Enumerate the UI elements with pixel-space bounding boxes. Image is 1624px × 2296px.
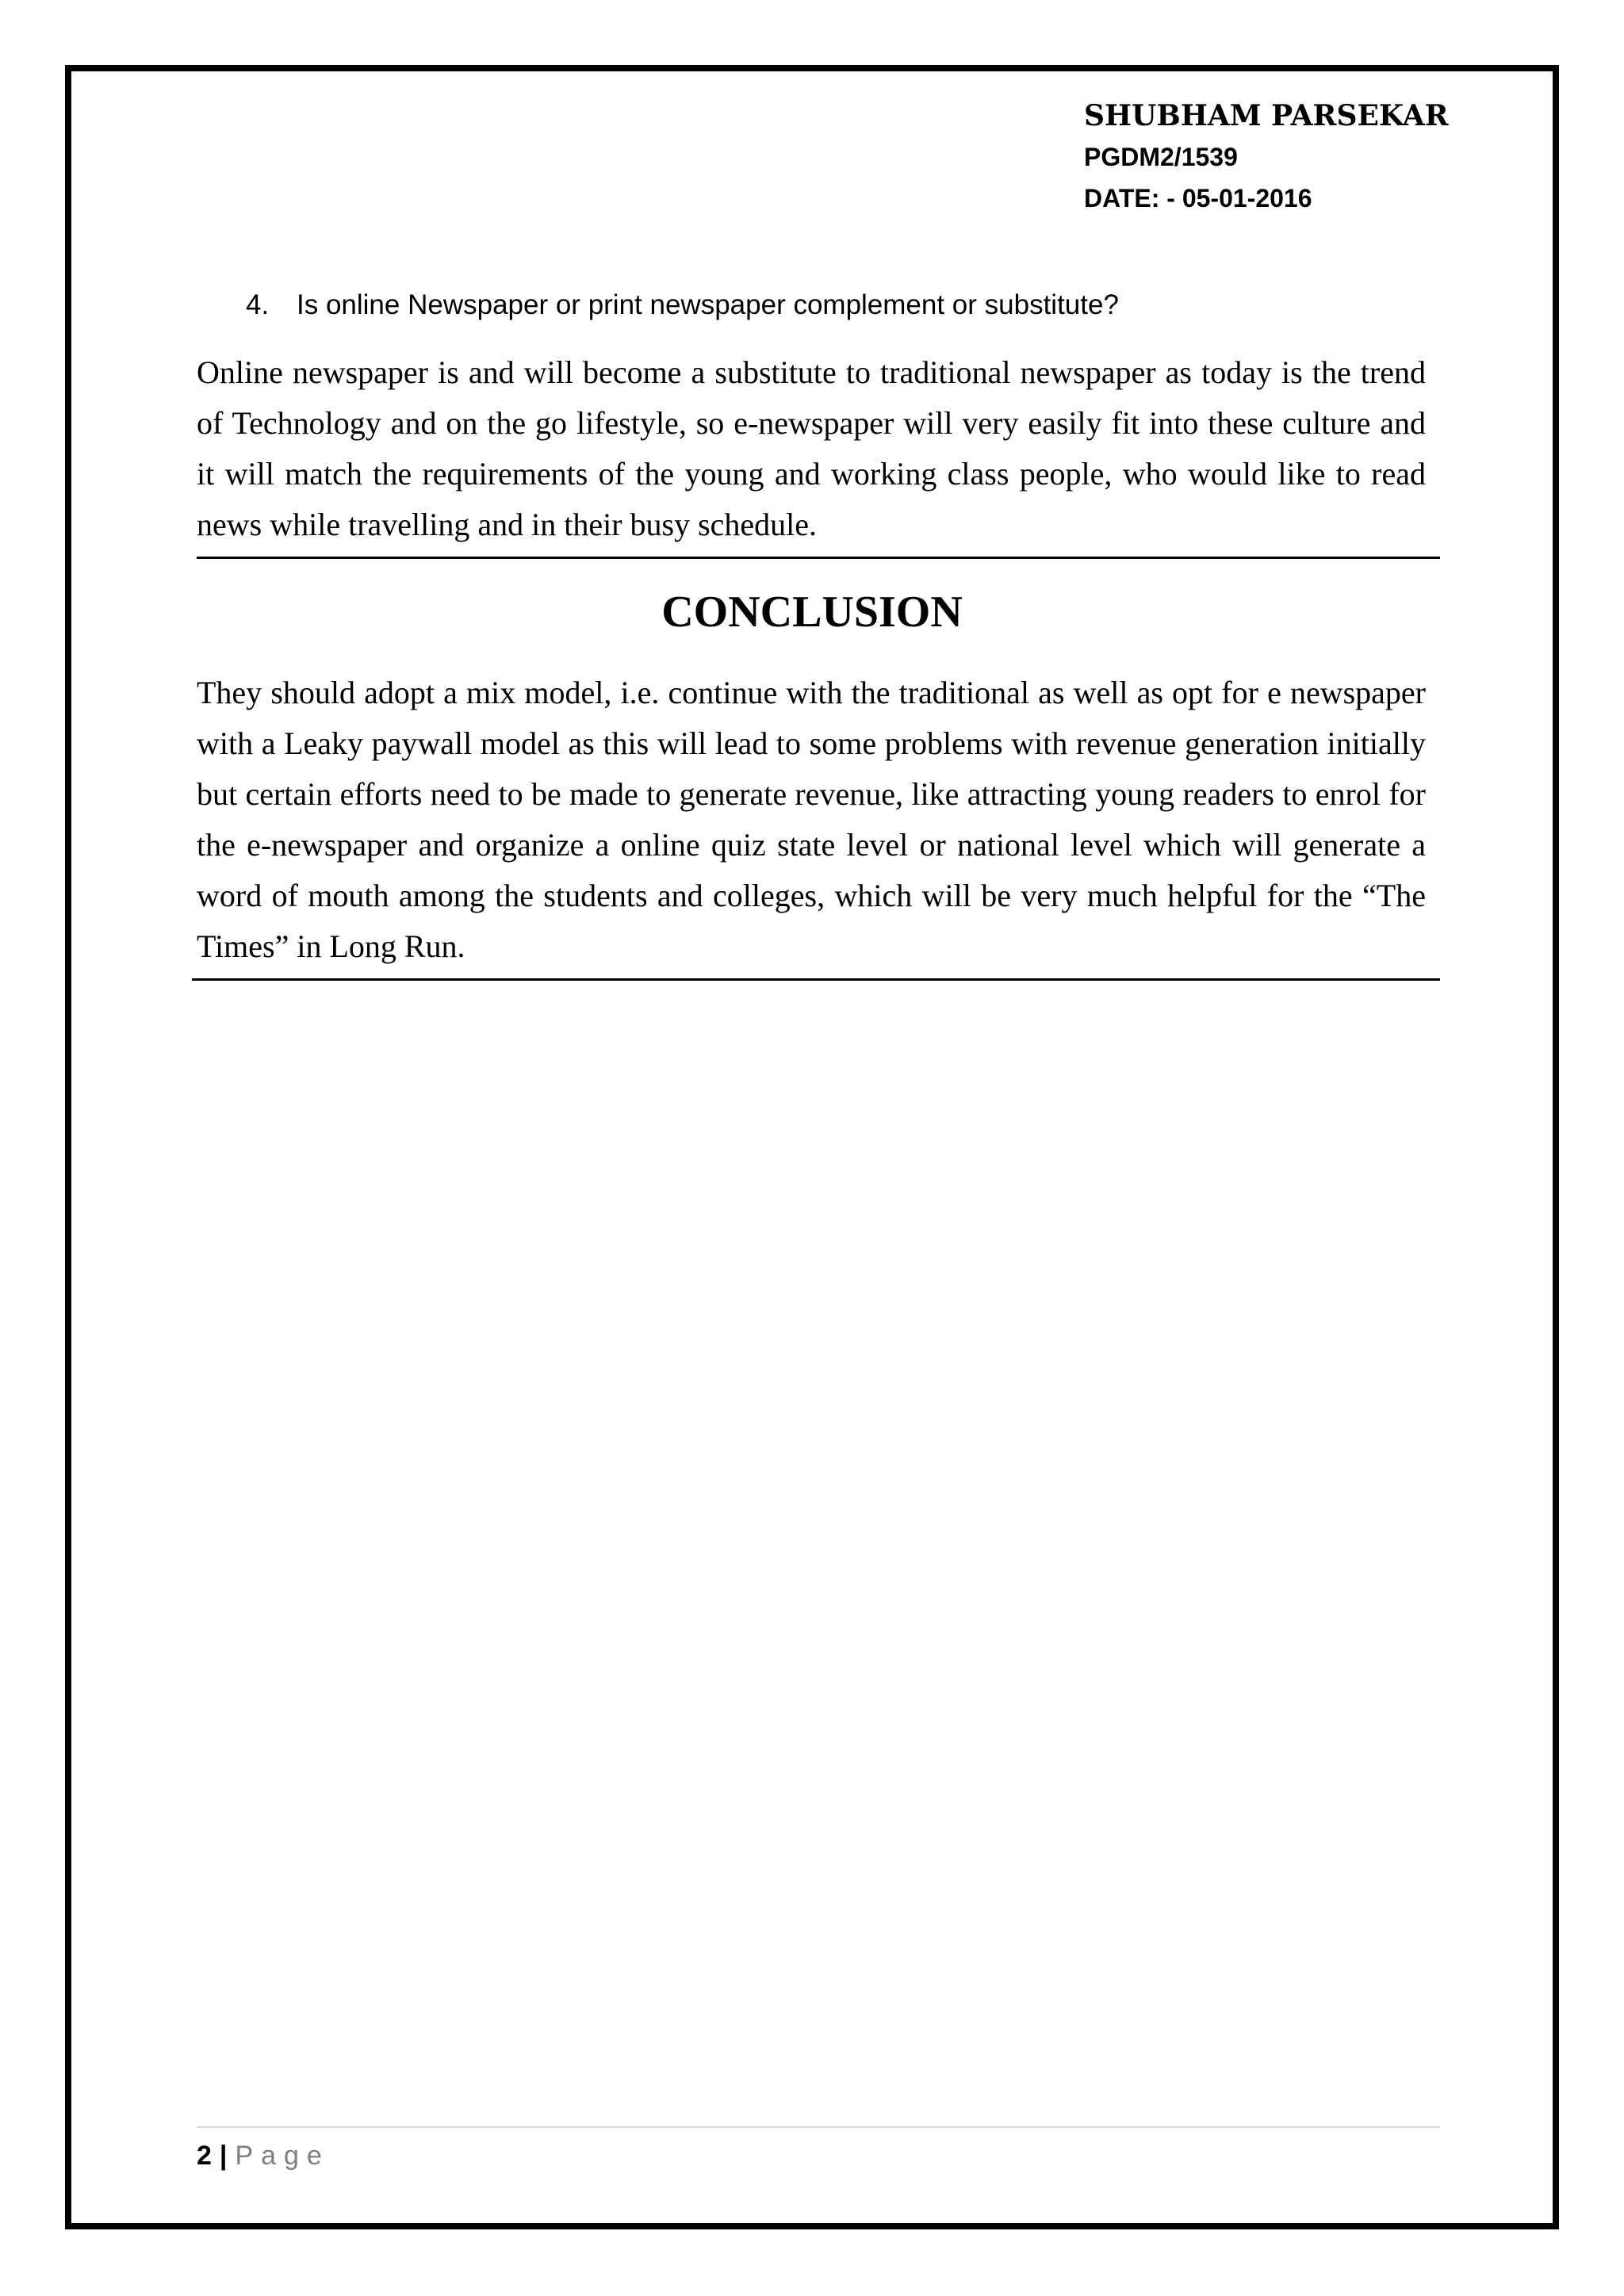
- conclusion-paragraph: They should adopt a mix model, i.e. continue with the traditional as well as opt for e newspaper with a Leaky paywall model as this will lead to some problems with revenue generation initially but certain efforts need to be made to generate revenue, like attracting young readers to enrol for the e-newspaper and organize a online quiz state level or national level which will generate a word of mouth among the students and colleges, which will be very much helpful for the “The Times” in Long Run.: [197, 675, 1426, 964]
- conclusion-heading: CONCLUSION: [661, 587, 963, 637]
- section-divider: [197, 557, 1440, 559]
- student-id: PGDM2/1539: [1084, 143, 1238, 171]
- document-date: DATE: - 05-01-2016: [1084, 184, 1312, 212]
- page-number: 2: [197, 2141, 212, 2171]
- page-footer: [197, 2136, 330, 2175]
- conclusion-divider: [192, 978, 1440, 981]
- footer-divider: [197, 2126, 1440, 2128]
- question-text: Is online Newspaper or print newspaper complement or substitute?: [297, 289, 1119, 320]
- author-name: SHUBHAM PARSEKAR: [1084, 99, 1449, 132]
- question-number: 4.: [246, 289, 270, 320]
- answer-paragraph: Online newspaper is and will become a substitute to traditional newspaper as today is the trend of Technology and on the go lifestyle, so e-newspaper will very easily fit into these culture and it will match the requirements of the young and working class people, who would like to read news while travelling and in their busy schedule.: [197, 354, 1426, 542]
- footer-separator: |: [219, 2141, 228, 2171]
- author-header: [1084, 95, 1449, 219]
- question-heading: [246, 285, 1119, 325]
- page-label: Page: [235, 2141, 330, 2171]
